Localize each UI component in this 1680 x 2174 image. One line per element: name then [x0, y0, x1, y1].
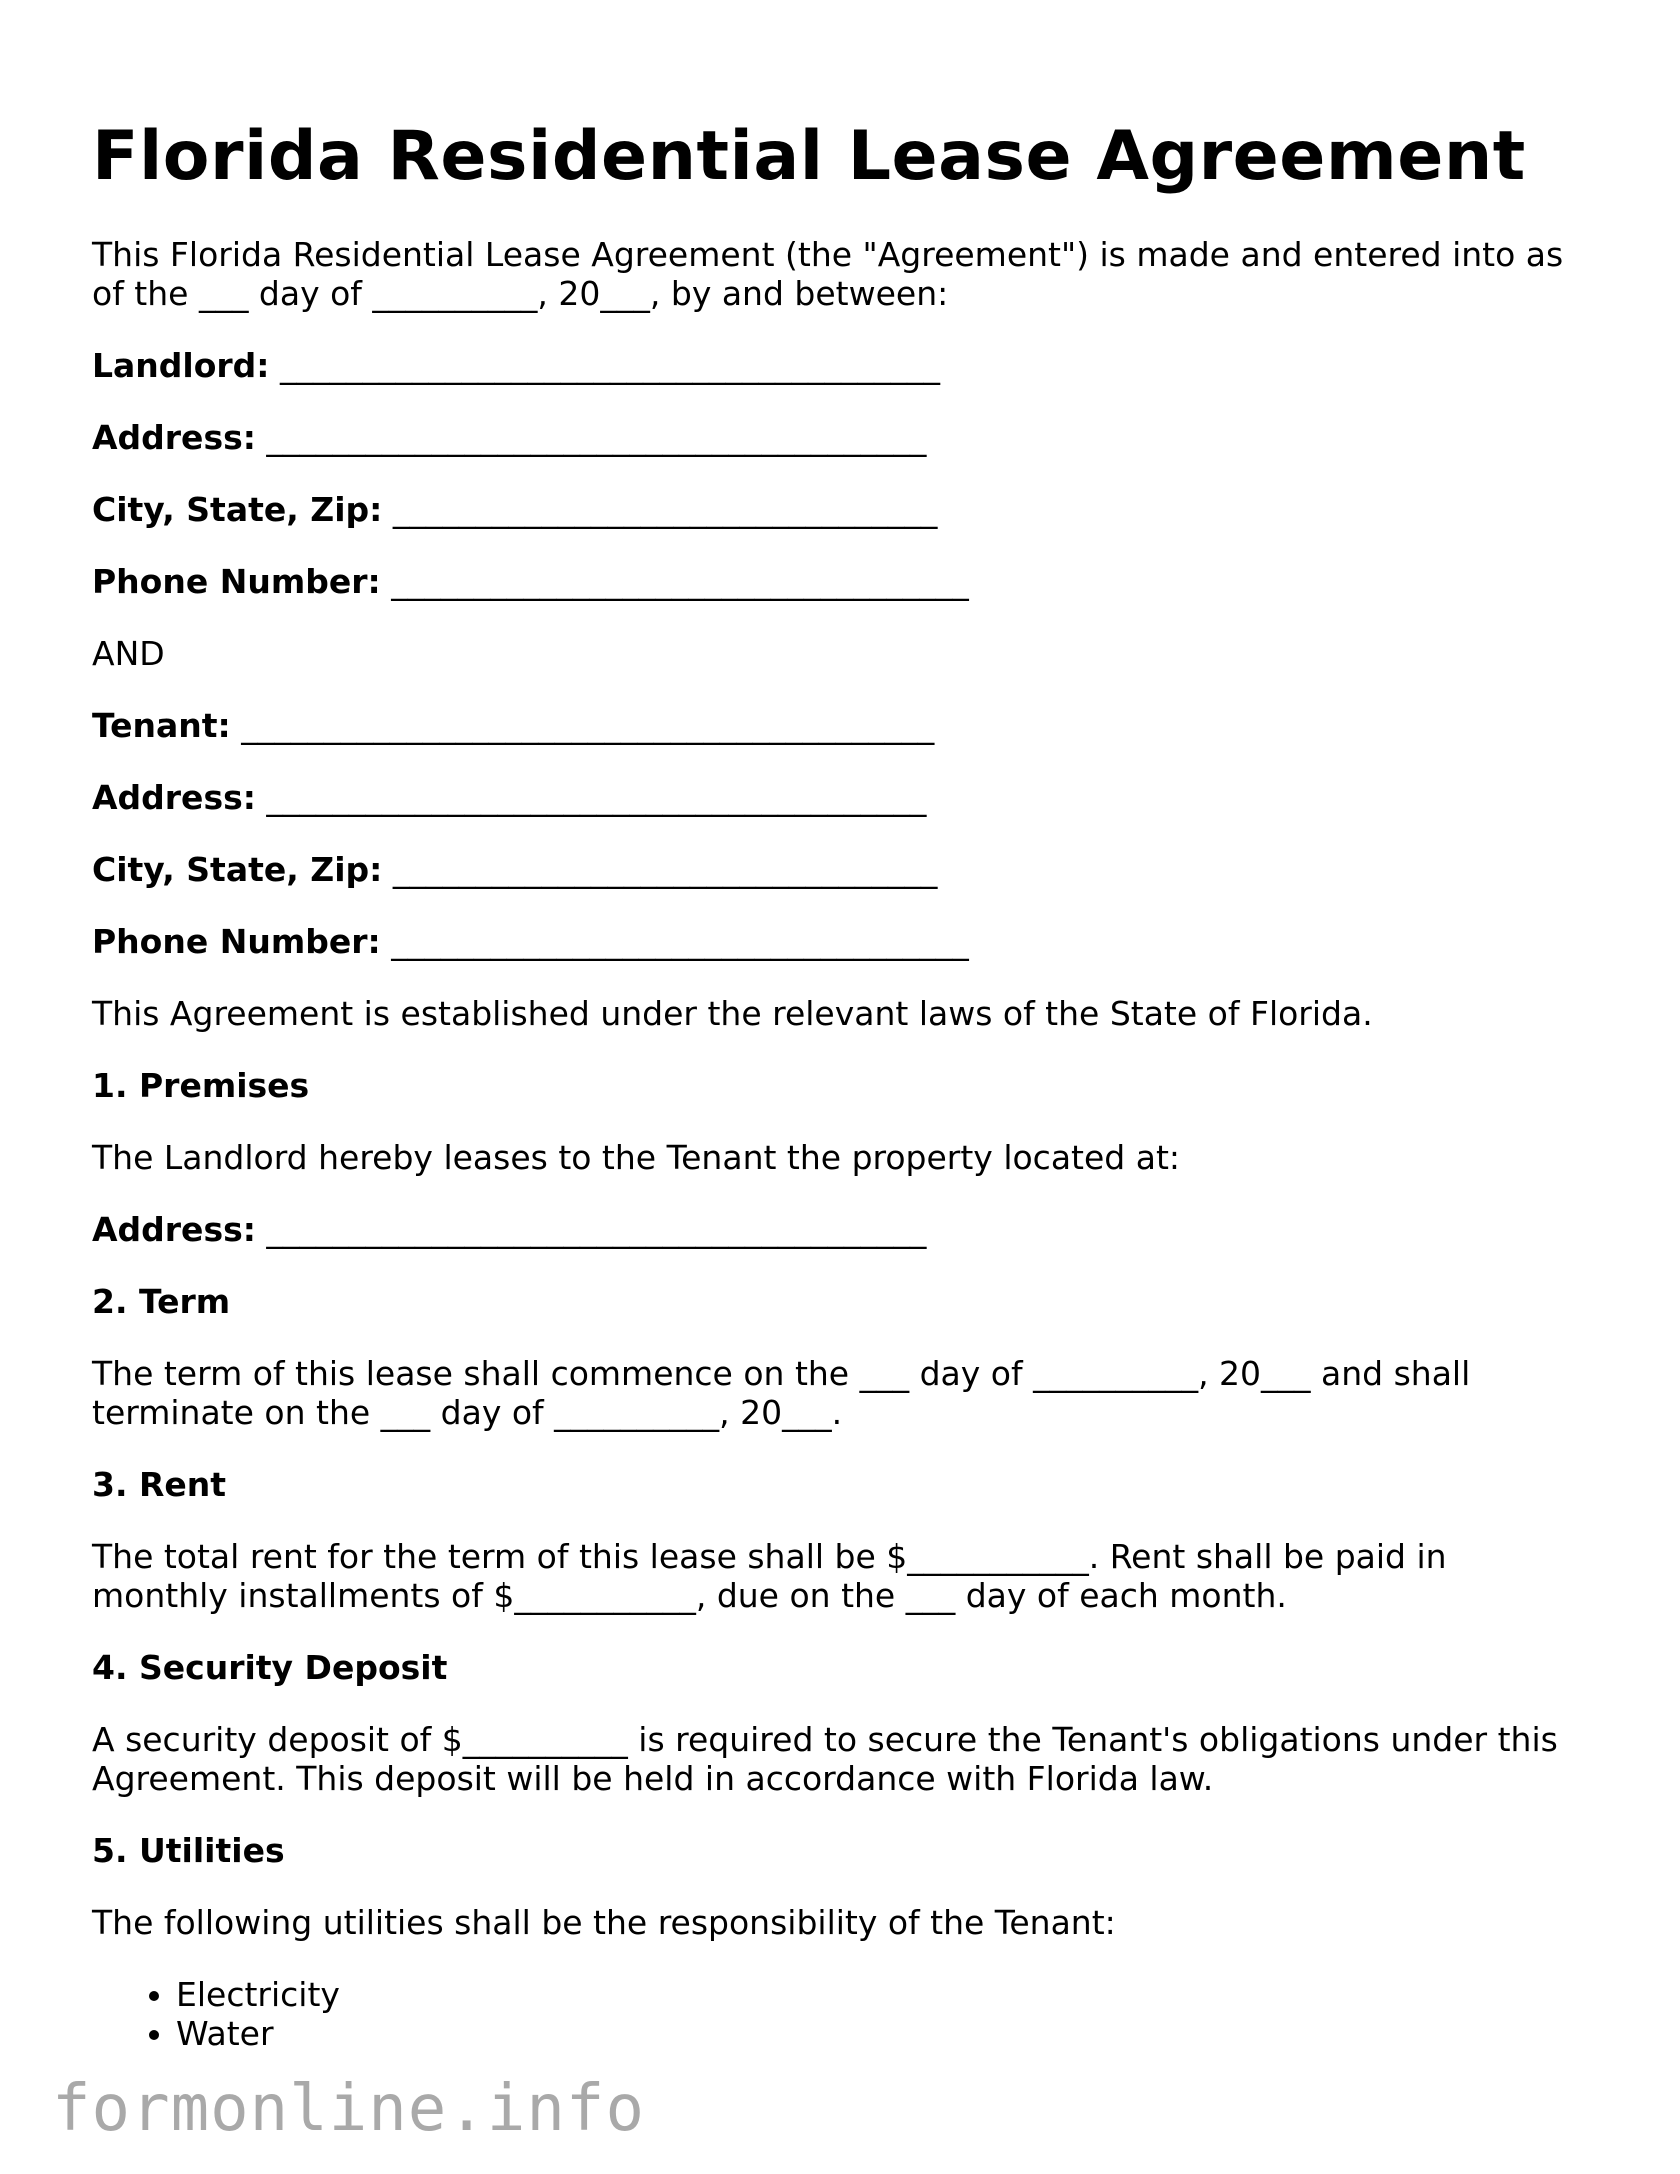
rent-text: The total rent for the term of this lease shall be $___________. Rent shall be paid in monthly installments of $___________, due on the ___ day of each month.	[92, 1537, 1447, 1615]
tenant-address-blank[interactable]: ________________________________________	[266, 778, 927, 817]
premises-text: The Landlord hereby leases to the Tenant the property located at:	[92, 1138, 1181, 1177]
intro-paragraph: This Florida Residential Lease Agreement (the "Agreement") is made and entered into as of the ___ day of __________, 20___, by and between:	[92, 235, 1564, 313]
and-separator: AND	[92, 634, 165, 673]
utilities-heading: 5. Utilities	[92, 1831, 285, 1870]
landlord-phone-blank[interactable]: ___________________________________	[391, 562, 969, 601]
tenant-name-label: Tenant:	[92, 706, 231, 745]
tenant-address-label: Address:	[92, 778, 256, 817]
tenant-name-blank[interactable]: __________________________________________	[241, 706, 935, 745]
landlord-phone-field[interactable]	[92, 562, 1592, 601]
landlord-phone-label: Phone Number:	[92, 562, 381, 601]
landlord-city-label: City, State, Zip:	[92, 490, 383, 529]
premises-address-label: Address:	[92, 1210, 256, 1249]
tenant-city-blank[interactable]: _________________________________	[392, 850, 938, 889]
lease-document	[92, 100, 1592, 2053]
tenant-city-label: City, State, Zip:	[92, 850, 383, 889]
premises-address-field[interactable]	[92, 1210, 1592, 1249]
rent-heading: 3. Rent	[92, 1465, 227, 1504]
landlord-name-blank[interactable]: ________________________________________	[280, 346, 940, 385]
tenant-phone-blank[interactable]: ___________________________________	[391, 922, 969, 961]
utilities-text: The following utilities shall be the responsibility of the Tenant:	[92, 1903, 1116, 1942]
watermark: formonline.info	[52, 2072, 645, 2146]
landlord-address-label: Address:	[92, 418, 256, 457]
landlord-city-blank[interactable]: _________________________________	[392, 490, 938, 529]
list-item: • Water	[176, 2014, 1592, 2053]
term-text: The term of this lease shall commence on the ___ day of __________, 20___ and shall terminate on the ___ day of __________, 20___.	[92, 1354, 1471, 1432]
tenant-city-field[interactable]	[92, 850, 1592, 889]
premises-address-blank[interactable]: ________________________________________	[266, 1210, 927, 1249]
deposit-heading: 4. Security Deposit	[92, 1648, 448, 1687]
deposit-text: A security deposit of $__________ is required to secure the Tenant's obligations under this Agreement. This deposit will be held in accordance with Florida law.	[92, 1720, 1558, 1798]
utilities-list	[92, 1975, 1592, 2053]
tenant-address-field[interactable]	[92, 778, 1592, 817]
tenant-name-field[interactable]	[92, 706, 1592, 745]
landlord-city-field[interactable]	[92, 490, 1592, 529]
law-statement: This Agreement is established under the relevant laws of the State of Florida.	[92, 994, 1373, 1033]
document-title: Florida Residential Lease Agreement	[92, 117, 1526, 196]
list-item: • Electricity	[176, 1975, 1592, 2014]
premises-heading: 1. Premises	[92, 1066, 310, 1105]
landlord-name-label: Landlord:	[92, 346, 270, 385]
tenant-phone-field[interactable]	[92, 922, 1592, 961]
tenant-phone-label: Phone Number:	[92, 922, 381, 961]
landlord-address-field[interactable]	[92, 418, 1592, 457]
term-heading: 2. Term	[92, 1282, 231, 1321]
landlord-name-field[interactable]	[92, 346, 1592, 385]
landlord-address-blank[interactable]: ________________________________________	[266, 418, 927, 457]
